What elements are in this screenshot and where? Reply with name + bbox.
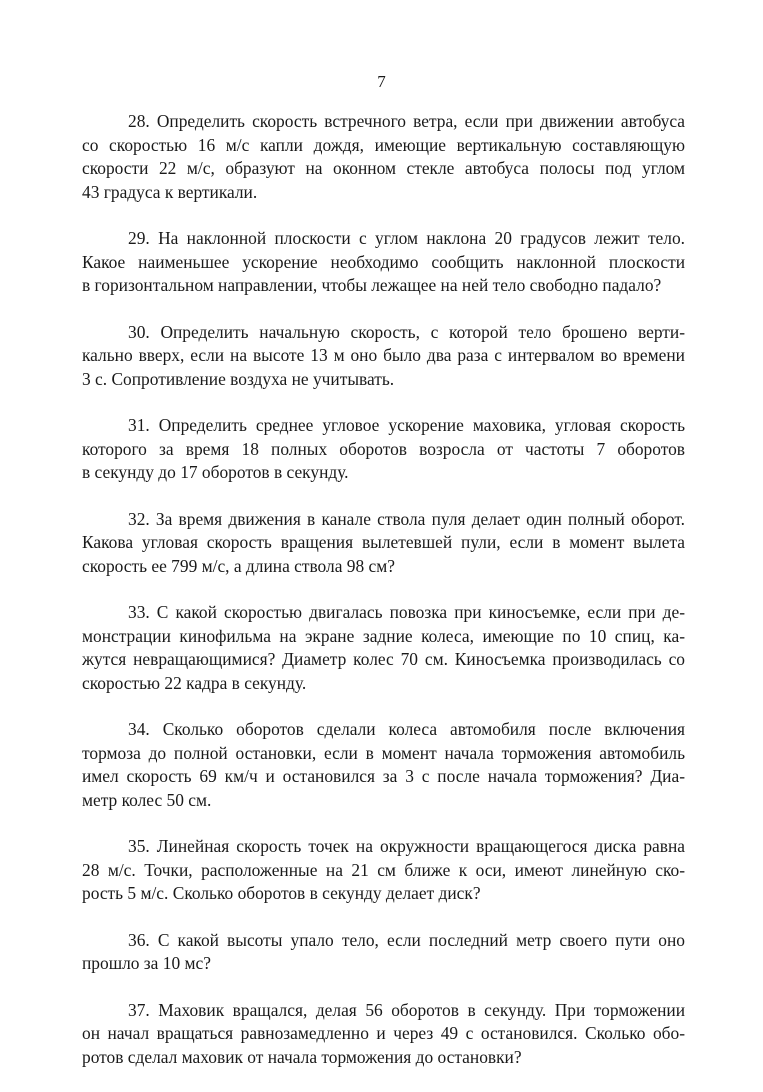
problem-text-line: 32. За время движения в канале ствола пуля делает один полный оборот. xyxy=(128,508,685,529)
problem-paragraph xyxy=(82,929,685,976)
problem-text-line: со скоростью 16 м/с капли дождя, имеющие вертикальную составляющую xyxy=(82,134,685,155)
problem-text-line: тормоза до полной остановки, если в момент начала торможения автомобиль xyxy=(82,742,685,763)
problem-paragraph xyxy=(82,999,685,1070)
problem-list xyxy=(82,110,685,1092)
problem-text-line: рость 5 м/с. Сколько оборотов в секунду делает диск? xyxy=(82,883,481,903)
problem-paragraph xyxy=(82,508,685,579)
problem-text-line: 33. С какой скоростью двигалась повозка при киносъемке, если при де- xyxy=(128,602,685,622)
problem-text-line: 34. Сколько оборотов сделали колеса автомобиля после включения xyxy=(128,719,685,739)
problem-text-line: 35. Линейная скорость точек на окружности вращающегося диска равна xyxy=(128,836,685,856)
problem-text-line: 28. Определить скорость встречного ветра, если при движении автобуса xyxy=(128,111,685,131)
problem-text-line: имел скорость 69 км/ч и остановился за 3 с после начала торможения? Диа- xyxy=(82,766,685,786)
problem-text-line: скоростью 22 кадра в секунду. xyxy=(82,672,307,693)
page-number: 7 xyxy=(377,72,386,91)
problem-text-line: в секунду до 17 оборотов в секунду. xyxy=(82,462,349,482)
problem-text-line: кально вверх, если на высоте 13 м оно было два раза с интервалом во времени xyxy=(82,345,685,365)
problem-text-line: жутся невращающимися? Диаметр колес 70 см. Киносъемка производилась со xyxy=(82,649,685,669)
problem-paragraph xyxy=(82,414,685,485)
problem-paragraph xyxy=(82,835,685,906)
problem-text-line: ротов сделал маховик от начала торможения до остановки? xyxy=(82,1046,522,1067)
problem-paragraph xyxy=(82,718,685,812)
problem-text-line: в горизонтальном направлении, чтобы лежащее на ней тело свободно падало? xyxy=(82,275,662,295)
problem-text-line: 36. С какой высоты упало тело, если последний метр своего пути оно xyxy=(128,929,685,950)
problem-text-line: скорость ее 799 м/с, а длина ствола 98 см? xyxy=(82,555,395,576)
problem-text-line: которого за время 18 полных оборотов возросла от частоты 7 оборотов xyxy=(82,438,685,459)
problem-text-line: монстрации кинофильма на экране задние колеса, имеющие по 10 спиц, ка- xyxy=(82,625,685,646)
problem-text-line: 31. Определить среднее угловое ускорение маховика, угловая скорость xyxy=(128,415,685,435)
problem-paragraph xyxy=(82,321,685,392)
problem-text-line: скорости 22 м/с, образуют на оконном стекле автобуса полосы под углом xyxy=(82,158,685,178)
problem-text-line: он начал вращаться равнозамедленно и через 49 с остановился. Сколько обо- xyxy=(82,1023,685,1043)
problem-text-line: Какое наименьшее ускорение необходимо сообщить наклонной плоскости xyxy=(82,251,685,272)
problem-text-line: 3 с. Сопротивление воздуха не учитывать. xyxy=(82,368,395,389)
problem-text-line: метр колес 50 см. xyxy=(82,789,212,810)
problem-text-line: 43 градуса к вертикали. xyxy=(82,181,258,202)
problem-text-line: 29. На наклонной плоскости с углом наклона 20 градусов лежит тело. xyxy=(128,228,685,248)
problem-paragraph xyxy=(82,601,685,695)
problem-text-line: 28 м/с. Точки, расположенные на 21 см ближе к оси, имеют линейную ско- xyxy=(82,859,685,880)
problem-text-line: прошло за 10 мс? xyxy=(82,953,211,973)
problem-text-line: Какова угловая скорость вращения вылетевшей пули, если в момент вылета xyxy=(82,532,685,552)
problem-text-line: 30. Определить начальную скорость, с которой тело брошено верти- xyxy=(128,321,685,342)
problem-paragraph xyxy=(82,227,685,298)
problem-paragraph xyxy=(82,110,685,204)
problem-text-line: 37. Маховик вращался, делая 56 оборотов в секунду. При торможении xyxy=(128,999,685,1020)
